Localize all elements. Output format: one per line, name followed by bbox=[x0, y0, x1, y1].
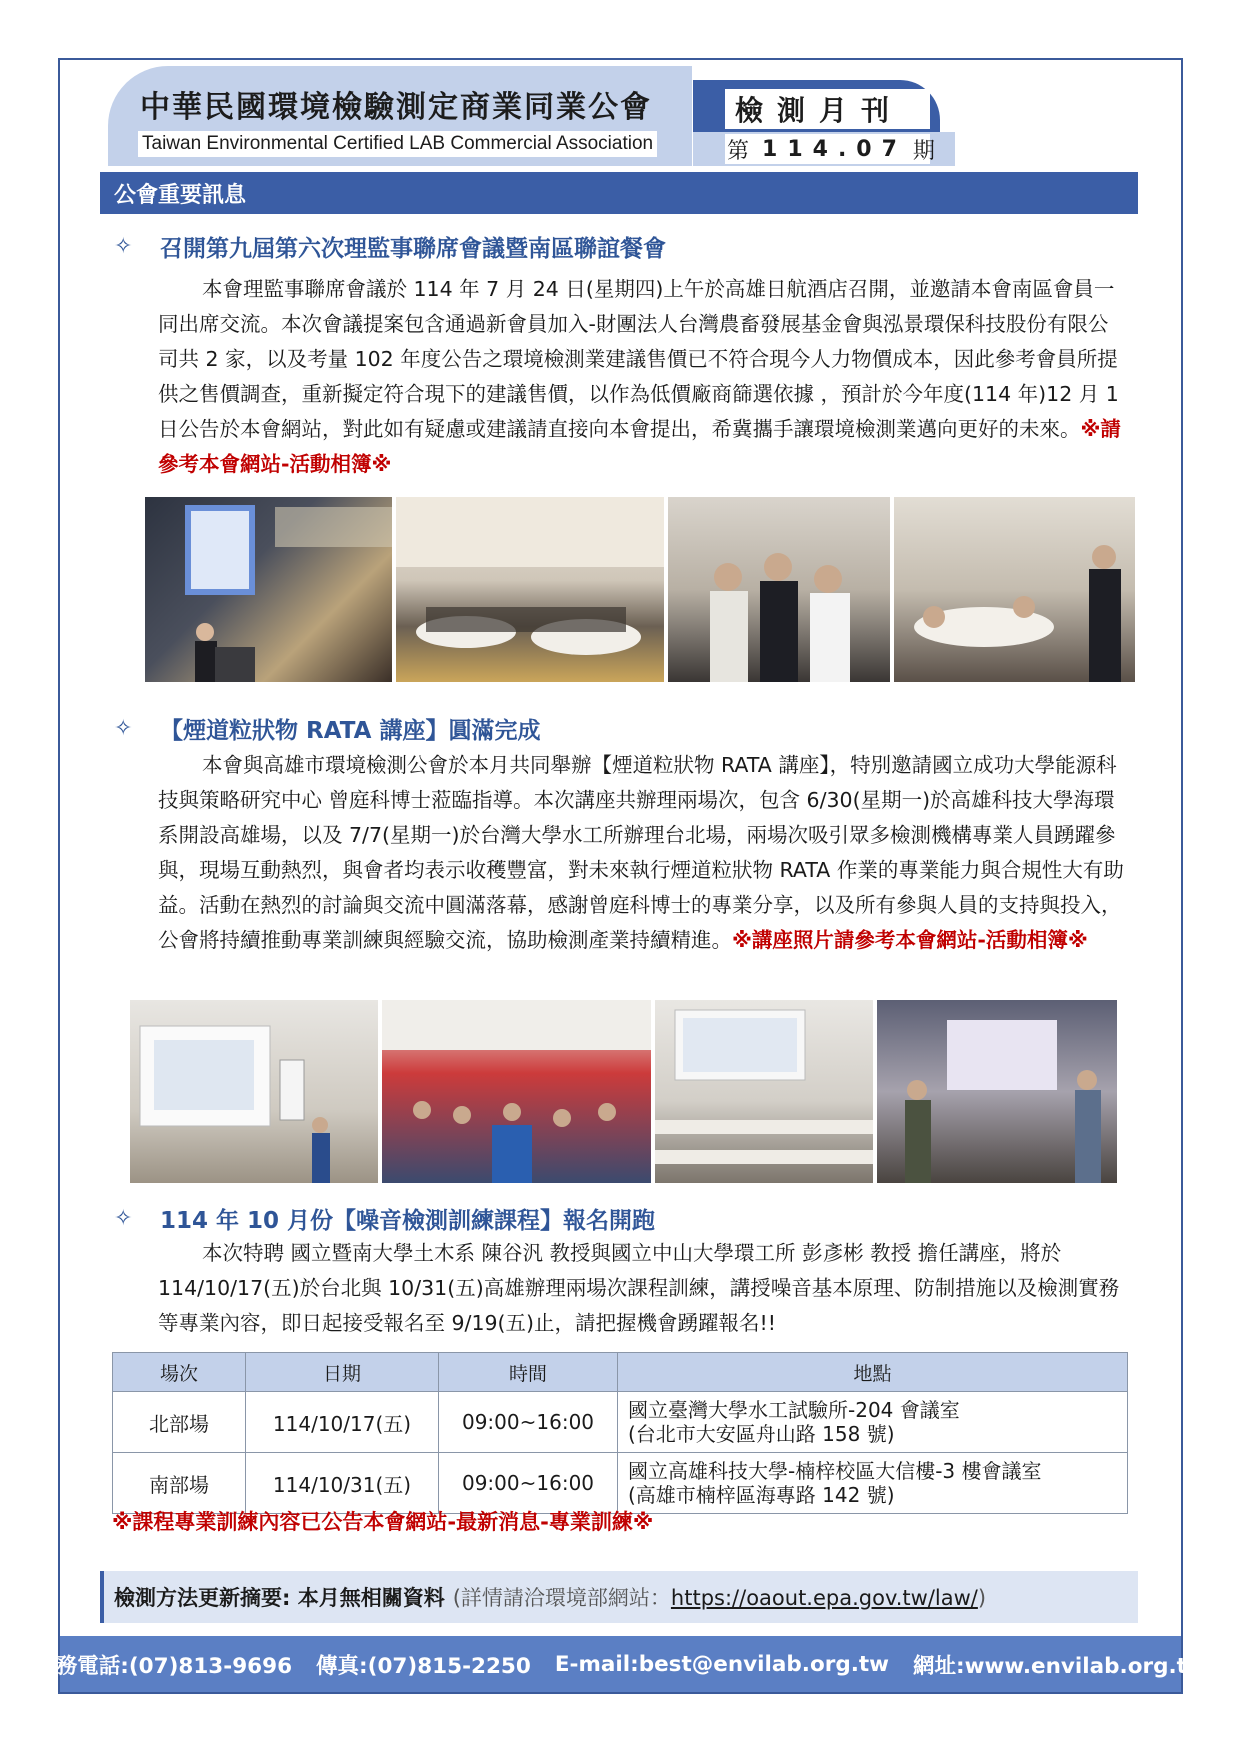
place-address: (高雄市楠梓區海專路 142 號) bbox=[628, 1483, 895, 1507]
place-cell bbox=[618, 1392, 1128, 1453]
place-name: 國立高雄科技大學-楠梓校區大信樓-3 樓會議室 bbox=[628, 1459, 1042, 1483]
article-3-body bbox=[158, 1236, 1124, 1341]
footer-email[interactable]: E-mail:best@envilab.org.tw bbox=[554, 1651, 890, 1677]
place-cell bbox=[618, 1453, 1128, 1514]
method-update-note bbox=[453, 1582, 986, 1612]
issue-suffix: 期 bbox=[912, 138, 942, 164]
table-header-row bbox=[113, 1353, 1128, 1392]
method-update-title: 檢測方法更新摘要: 本月無相關資料 bbox=[114, 1586, 445, 1610]
meeting-photo-1-art bbox=[145, 497, 392, 682]
issue-prefix: 第 bbox=[727, 138, 757, 164]
footer-website[interactable]: 網址:www.envilab.org.tw bbox=[913, 1653, 1207, 1679]
time-cell: 09:00~16:00 bbox=[439, 1453, 618, 1514]
lecture-photo-2-art bbox=[382, 1000, 651, 1183]
meeting-photo-3-art bbox=[668, 497, 890, 682]
meeting-photo-4-art bbox=[894, 497, 1135, 682]
diamond-bullet-icon: ✧ bbox=[114, 716, 133, 741]
session-cell: 南部場 bbox=[113, 1453, 246, 1514]
article-2-body bbox=[158, 748, 1124, 958]
meeting-photo-2 bbox=[396, 497, 664, 682]
meeting-photo-4 bbox=[894, 497, 1135, 682]
table-row bbox=[113, 1453, 1128, 1514]
time-cell: 09:00~16:00 bbox=[439, 1392, 618, 1453]
article-1-text: 本會理監事聯席會議於 114 年 7 月 24 日(星期四)上午於高雄日航酒店召開，並邀請本會南區會員一同出席交流。本次會議提案包含通過新會員加入-財團法人台灣農畜發展基金會與泓景環保科技股份有限公司共 2 家，以及考量 102 年度公告之環境檢測業建議售價已不符合現今人力物價成本，因此參考會員所提供之售價調查，重新擬定符合現下的建議售價，以作為低價廠商篩選依據 ，預計於今年度(114 年)12 月 1 日公告於本會網站，對此如有疑慮或建議請直接向本會提出，希冀攜手讓環境檢測業邁向更好的未來。 bbox=[158, 277, 1119, 441]
lecture-photo-1-art bbox=[130, 1000, 378, 1183]
place-name: 國立臺灣大學水工試驗所-204 會議室 bbox=[628, 1398, 960, 1422]
column-header: 日期 bbox=[246, 1353, 439, 1392]
article-2-title: 【煙道粒狀物 RATA 講座】圓滿完成 bbox=[160, 718, 541, 744]
lecture-photo-2 bbox=[382, 1000, 651, 1183]
epa-law-link[interactable]: https://oaout.epa.gov.tw/law/ bbox=[670, 1586, 978, 1610]
date-cell: 114/10/31(五) bbox=[246, 1453, 439, 1514]
column-header: 地點 bbox=[618, 1353, 1128, 1392]
lecture-photo-4-art bbox=[877, 1000, 1117, 1183]
column-header: 時間 bbox=[439, 1353, 618, 1392]
table-row bbox=[113, 1392, 1128, 1453]
method-update-close: ) bbox=[977, 1586, 987, 1610]
org-name-en: Taiwan Environmental Certified LAB Commercial Association bbox=[138, 131, 657, 157]
place-address: (台北市大安區舟山路 158 號) bbox=[628, 1422, 895, 1446]
article-3-heading bbox=[114, 1202, 655, 1235]
issue-number bbox=[725, 134, 942, 164]
contact-footer bbox=[34, 1636, 1207, 1692]
article-1-title: 召開第九屆第六次理監事聯席會議暨南區聯誼餐會 bbox=[160, 236, 666, 262]
footer-fax: 傳真:(07)815-2250 bbox=[316, 1653, 531, 1679]
schedule-table bbox=[112, 1352, 1128, 1514]
date-cell: 114/10/17(五) bbox=[246, 1392, 439, 1453]
method-update-bar bbox=[100, 1571, 1138, 1623]
training-notice: ※課程專業訓練內容已公告本會網站-最新消息-專業訓練※ bbox=[112, 1510, 654, 1534]
meeting-photo-1 bbox=[145, 497, 392, 682]
article-2-highlight: ※講座照片請參考本會網站-活動相簿※ bbox=[732, 928, 1088, 952]
method-update-note-text: (詳情請洽環境部網站： bbox=[452, 1586, 671, 1610]
lecture-photo-3-art bbox=[655, 1000, 873, 1183]
org-name-zh: 中華民國環境檢驗測定商業同業公會 bbox=[140, 90, 652, 125]
session-cell: 北部場 bbox=[113, 1392, 246, 1453]
diamond-bullet-icon: ✧ bbox=[114, 234, 133, 259]
footer-phone: 服務電話:(07)813-9696 bbox=[34, 1653, 293, 1679]
article-1-body bbox=[158, 272, 1124, 482]
meeting-photo-2-art bbox=[396, 497, 664, 682]
section-title: 公會重要訊息 bbox=[100, 172, 1138, 214]
lecture-photo-4 bbox=[877, 1000, 1117, 1183]
article-3-title: 114 年 10 月份【噪音檢測訓練課程】報名開跑 bbox=[160, 1208, 656, 1234]
column-header: 場次 bbox=[113, 1353, 246, 1392]
magazine-title: 檢測月刊 bbox=[725, 89, 930, 129]
article-3-text: 本次特聘 國立暨南大學土木系 陳谷汎 教授與國立中山大學環工所 彭彥彬 教授 擔任講座，將於 114/10/17(五)於台北與 10/31(五)高雄辦理兩場次課程訓練，講授噪音基本原理、防制措施以及檢測實務等專業內容，即日起接受報名至 9/19(五)止，請把握機會踴躍報名!! bbox=[158, 1241, 1120, 1335]
article-1-heading bbox=[114, 230, 666, 263]
diamond-bullet-icon: ✧ bbox=[114, 1206, 133, 1231]
article-1-highlight: ※請參考本會網站-活動相簿※ bbox=[158, 417, 1121, 476]
article-2-heading bbox=[114, 712, 540, 745]
meeting-photo-3 bbox=[668, 497, 890, 682]
lecture-photo-1 bbox=[130, 1000, 378, 1183]
lecture-photo-3 bbox=[655, 1000, 873, 1183]
issue-value: 114.07 bbox=[762, 136, 907, 162]
article-2-text: 本會與高雄市環境檢測公會於本月共同舉辦【煙道粒狀物 RATA 講座】，特別邀請國立成功大學能源科技與策略研究中心 曾庭科博士蒞臨指導。本次講座共辦理兩場次，包含 6/30(星期一)於高雄科技大學海環系開設高雄場，以及 7/7(星期一)於台灣大學水工所辦理台北場，兩場次吸引眾多檢測機構專業人員踴躍參與，現場互動熱烈，與會者均表示收穫豐富，對未來執行煙道粒狀物 RATA 作業的專業能力與合規性大有助益。活動在熱烈的討論與交流中圓滿落幕，感謝曾庭科博士的專業分享，以及所有參與人員的支持與投入，公會將持續推動專業訓練與經驗交流，協助檢測產業持續精進。 bbox=[158, 753, 1124, 952]
